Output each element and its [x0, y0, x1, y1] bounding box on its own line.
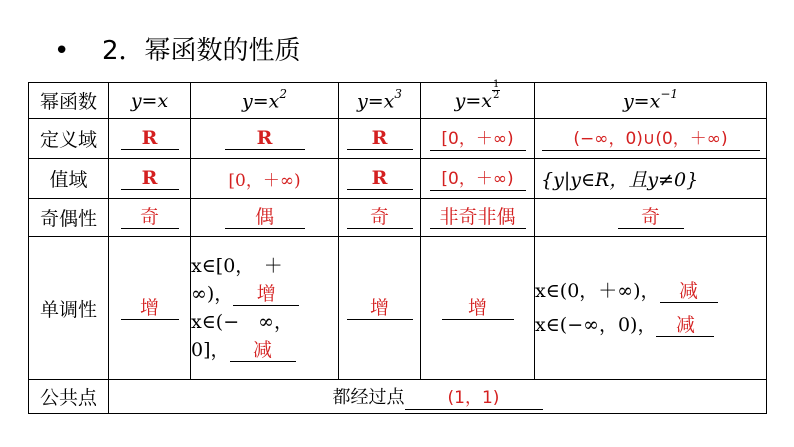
exponent-fraction: $\frac{1}{2}$ — [493, 78, 500, 101]
mono-x2-line2: ∞)， — [191, 283, 234, 305]
mono-inv-line2: x∈(−∞，0)， — [535, 314, 657, 336]
monotonic-cell-x2 — [191, 237, 339, 380]
monotonic-answer-sqrt: 增 — [442, 297, 514, 320]
common-point-cell — [109, 380, 767, 414]
monotonic-answer-x2-inc: 增 — [233, 283, 299, 306]
header-func-x: y=x — [109, 83, 191, 119]
mono-x2-line4: 0]， — [191, 339, 230, 361]
monotonic-answer-x: 增 — [121, 297, 179, 320]
domain-row — [29, 119, 767, 159]
monotonic-answer-inverse-1: 减 — [660, 280, 718, 303]
domain-answer-sqrt: [0，＋∞) — [430, 128, 526, 151]
parity-label: 奇偶性 — [29, 199, 109, 237]
range-answer-x2: [0，＋∞) — [228, 171, 301, 191]
domain-label: 定义域 — [29, 119, 109, 159]
range-answer-sqrt: [0，＋∞) — [430, 168, 526, 191]
header-label: 幂函数 — [29, 83, 109, 119]
mono-inv-line1: x∈(0，＋∞)， — [535, 280, 660, 302]
monotonic-label: 单调性 — [29, 237, 109, 380]
bullet: • — [54, 36, 70, 66]
parity-answer-x2: 偶 — [225, 206, 305, 229]
common-point-answer: (1，1) — [405, 387, 543, 410]
power-function-table — [28, 78, 767, 414]
monotonic-answer-x2-dec: 减 — [230, 339, 296, 362]
mono-x2-line1: x∈[0， ＋ — [191, 255, 283, 277]
header-func-x3: $y=x^3$ — [339, 83, 421, 119]
domain-answer-x2: R — [225, 127, 305, 150]
mono-x2-line3: x∈(− ∞， — [191, 311, 293, 333]
monotonic-row — [29, 237, 767, 380]
range-answer-x3: R — [347, 167, 413, 190]
parity-answer-sqrt: 非奇非偶 — [430, 206, 526, 229]
header-row — [29, 83, 767, 119]
common-point-text: 都经过点 — [332, 387, 405, 408]
common-point-row — [29, 380, 767, 414]
range-label: 值域 — [29, 159, 109, 199]
range-answer-inverse: {y|y∈R，且y≠0} — [535, 159, 767, 199]
domain-answer-x3: R — [347, 127, 413, 150]
parity-answer-inverse: 奇 — [618, 206, 684, 229]
range-row — [29, 159, 767, 199]
parity-answer-x3: 奇 — [347, 206, 413, 229]
domain-answer-x: R — [121, 127, 179, 150]
monotonic-answer-x3: 增 — [347, 297, 413, 320]
monotonic-answer-inverse-2: 减 — [656, 314, 714, 337]
header-func-inverse: $y=x^{-1}$ — [535, 83, 767, 119]
range-answer-x: R — [121, 167, 179, 190]
heading-text: 2．幂函数的性质 — [102, 36, 301, 66]
monotonic-cell-inverse — [535, 237, 767, 380]
parity-row — [29, 199, 767, 237]
parity-answer-x: 奇 — [121, 206, 179, 229]
section-heading — [54, 34, 301, 68]
common-point-label: 公共点 — [29, 380, 109, 414]
domain-answer-inverse: (−∞，0)∪(0，＋∞) — [542, 128, 760, 151]
header-func-sqrt: y=x $\frac{1}{2}$ — [421, 83, 535, 119]
header-func-x2: $y=x^2$ — [191, 83, 339, 119]
